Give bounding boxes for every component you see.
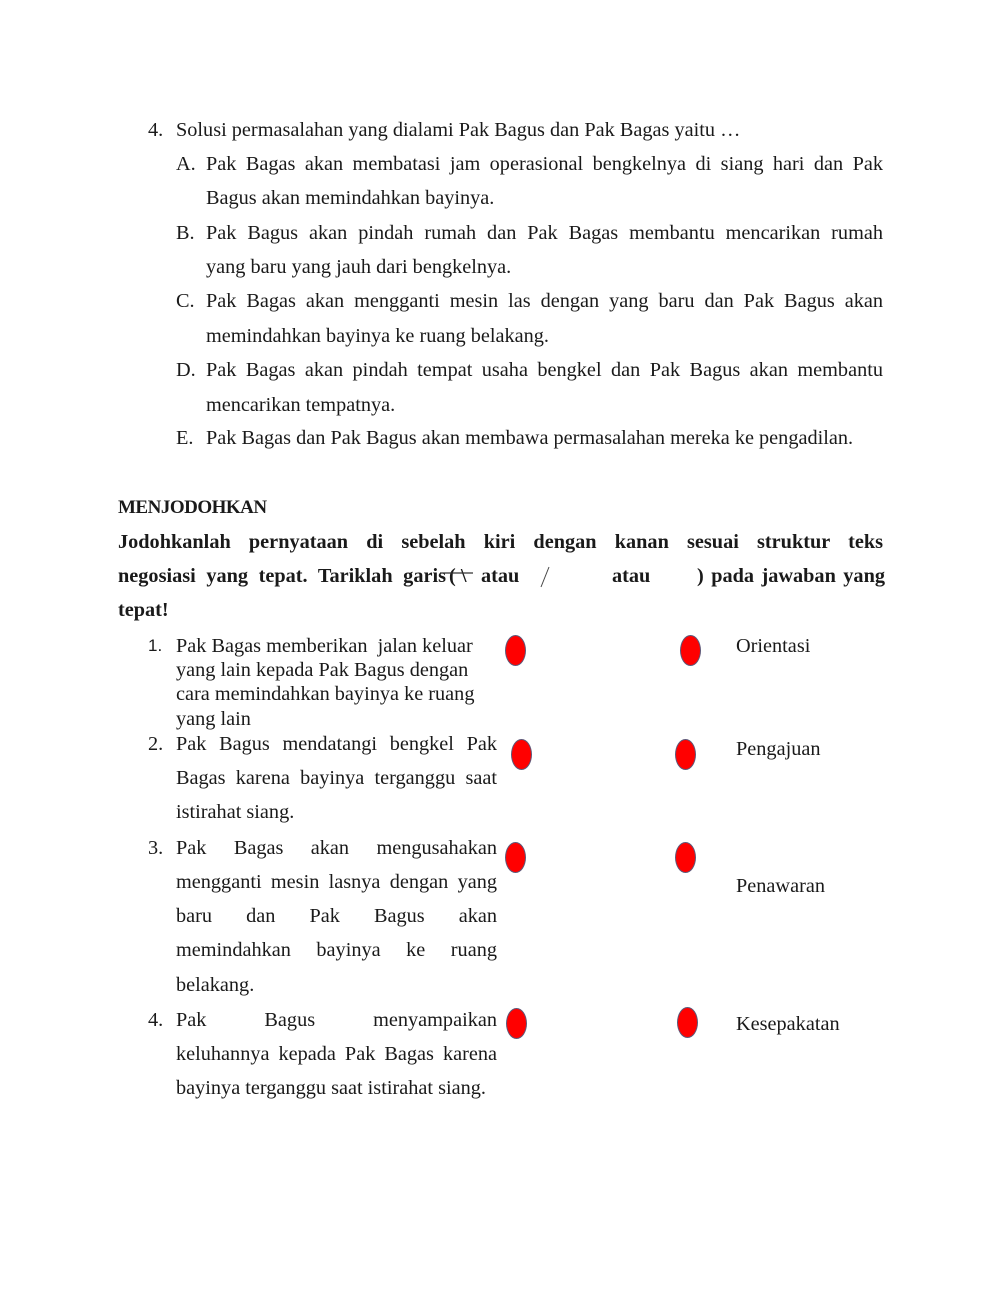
option-c-line: memindahkan bayinya ke ruang belakang. (206, 325, 549, 347)
statement-number: 3. (148, 837, 164, 859)
question-stem: Solusi permasalahan yang dialami Pak Bagus dan Pak Bagas yaitu … (176, 119, 741, 141)
option-label-b: B. (176, 222, 195, 244)
statement-number: 1. (148, 636, 163, 655)
question-number: 4. (148, 119, 164, 141)
join-dot-right-2[interactable] (675, 739, 696, 770)
statement-3-line: baru dan Pak Bagus akan (176, 905, 497, 927)
statement-1-line: yang lain (176, 708, 251, 730)
statement-4-line: bayinya terganggu saat istirahat siang. (176, 1077, 486, 1099)
answer-orientasi: Orientasi (736, 635, 811, 657)
option-label-c: C. (176, 290, 195, 312)
instruction-or: atau (481, 565, 520, 587)
answer-penawaran: Penawaran (736, 875, 825, 897)
statement-3-line: Pak Bagas akan mengusahakan (176, 837, 497, 859)
statement-number: 4. (148, 1009, 164, 1031)
diagonal-line-sample (539, 565, 551, 589)
instruction-line: tepat! (118, 599, 169, 621)
statement-4-line: Pak Bagus menyampaikan (176, 1009, 497, 1031)
option-label-a: A. (176, 153, 196, 175)
section-heading: MENJODOHKAN (118, 497, 267, 518)
statement-2-line: istirahat siang. (176, 801, 295, 823)
statement-3-line: mengganti mesin lasnya dengan yang (176, 871, 497, 893)
join-dot-left-2[interactable] (511, 739, 532, 770)
option-label-d: D. (176, 359, 196, 381)
option-d-line: Pak Bagas akan pindah tempat usaha bengkel dan Pak Bagus akan membantu (206, 359, 883, 381)
option-c-line: Pak Bagas akan mengganti mesin las dengan yang baru dan Pak Bagus akan (206, 290, 883, 312)
option-e-line: Pak Bagas dan Pak Bagus akan membawa permasalahan mereka ke pengadilan. (206, 427, 854, 449)
option-d-line: mencarikan tempatnya. (206, 394, 396, 416)
statement-3-line: belakang. (176, 974, 255, 996)
instruction-line: negosiasi yang tepat. Tariklah garis (118, 565, 446, 587)
instruction-or: atau (612, 565, 651, 587)
option-a-line: Bagus akan memindahkan bayinya. (206, 187, 495, 209)
join-dot-right-4[interactable] (677, 1007, 698, 1038)
statement-1-line: Pak Bagas memberikan jalan keluar (176, 635, 473, 657)
instruction-paren: ( \ (449, 565, 467, 587)
statement-1-line: cara memindahkan bayinya ke ruang (176, 683, 475, 705)
statement-3-line: memindahkan bayinya ke ruang (176, 939, 497, 961)
statement-number: 2. (148, 733, 164, 755)
option-b-line: Pak Bagus akan pindah rumah dan Pak Bagas membantu mencarikan rumah (206, 222, 883, 244)
statement-2-line: Pak Bagus mendatangi bengkel Pak (176, 733, 497, 755)
option-a-line: Pak Bagas akan membatasi jam operasional bengkelnya di siang hari dan Pak (206, 153, 883, 175)
instruction-line: Jodohkanlah pernyataan di sebelah kiri dengan kanan sesuai struktur teks (118, 531, 883, 553)
join-dot-left-4[interactable] (506, 1008, 527, 1039)
join-dot-left-1[interactable] (505, 635, 526, 666)
statement-2-line: Bagas karena bayinya terganggu saat (176, 767, 497, 789)
option-b-line: yang baru yang jauh dari bengkelnya. (206, 256, 512, 278)
horizontal-line-sample (440, 571, 474, 575)
statement-4-line: keluhannya kepada Pak Bagas karena (176, 1043, 497, 1065)
option-label-e: E. (176, 427, 194, 449)
join-dot-right-1[interactable] (680, 635, 701, 666)
join-dot-left-3[interactable] (505, 842, 526, 873)
answer-pengajuan: Pengajuan (736, 738, 821, 760)
instruction-line: ) pada jawaban yang (697, 565, 885, 587)
join-dot-right-3[interactable] (675, 842, 696, 873)
answer-kesepakatan: Kesepakatan (736, 1013, 840, 1035)
statement-1-line: yang lain kepada Pak Bagus dengan (176, 659, 469, 681)
